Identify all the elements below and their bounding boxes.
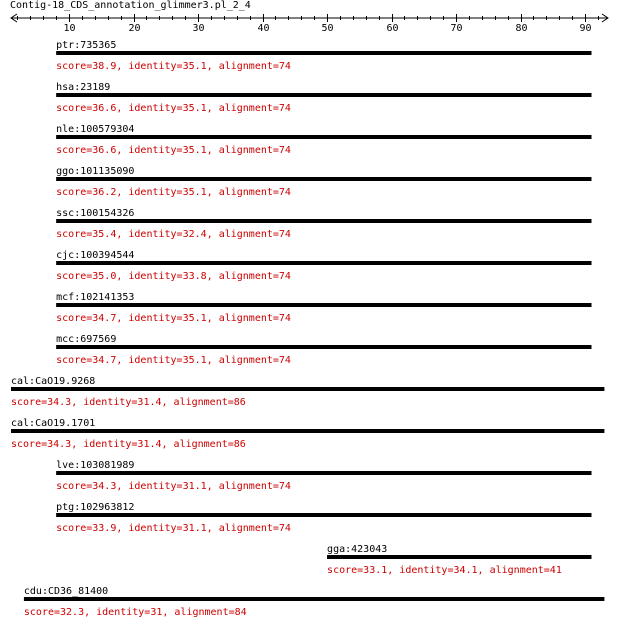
hit-alignment-bar	[56, 303, 591, 307]
hit-alignment-bar	[56, 135, 591, 139]
hit-alignment-bar	[327, 555, 591, 559]
axis-tick-label: 90	[579, 23, 592, 34]
axis-tick-label: 30	[192, 23, 205, 34]
hit-score-label: score=35.4, identity=32.4, alignment=74	[56, 229, 291, 240]
axis-tick-label: 20	[128, 23, 141, 34]
hit-alignment-bar	[24, 597, 605, 601]
hit-name-label: gga:423043	[327, 544, 388, 555]
hit-alignment-bar	[56, 93, 591, 97]
hit-alignment-bar	[56, 513, 591, 517]
hit-name-label: nle:100579304	[56, 124, 135, 135]
hit-score-label: score=35.0, identity=33.8, alignment=74	[56, 271, 291, 282]
axis-tick-label: 40	[257, 23, 270, 34]
hit-name-label: ggo:101135090	[56, 166, 135, 177]
hit-score-label: score=36.6, identity=35.1, alignment=74	[56, 103, 291, 114]
hit-alignment-bar	[56, 345, 591, 349]
axis-tick-label: 50	[321, 23, 334, 34]
hit-score-label: score=38.9, identity=35.1, alignment=74	[56, 61, 291, 72]
hit-score-label: score=34.3, identity=31.4, alignment=86	[11, 439, 246, 450]
hit-name-label: mcf:102141353	[56, 292, 135, 303]
axis-tick-label: 10	[63, 23, 76, 34]
hit-score-label: score=34.3, identity=31.4, alignment=86	[11, 397, 246, 408]
hit-name-label: cal:CaO19.9268	[11, 376, 96, 387]
axis-tick-label: 70	[450, 23, 463, 34]
page-title: Contig-18_CDS_annotation_glimmer3.pl_2_4	[10, 0, 251, 11]
hit-name-label: ptg:102963812	[56, 502, 135, 513]
hit-name-label: cjc:100394544	[56, 250, 135, 261]
hit-name-label: mcc:697569	[56, 334, 117, 345]
hit-alignment-bar	[56, 177, 591, 181]
axis-tick-label: 60	[386, 23, 399, 34]
hit-score-label: score=34.7, identity=35.1, alignment=74	[56, 355, 291, 366]
hit-alignment-bar	[11, 429, 604, 433]
hit-alignment-bar	[56, 471, 591, 475]
hit-score-label: score=34.7, identity=35.1, alignment=74	[56, 313, 291, 324]
hit-score-label: score=36.2, identity=35.1, alignment=74	[56, 187, 291, 198]
hit-score-label: score=34.3, identity=31.1, alignment=74	[56, 481, 291, 492]
hit-name-label: cal:CaO19.1701	[11, 418, 96, 429]
hit-name-label: cdu:CD36_81400	[23, 586, 109, 597]
axis-tick-label: 80	[515, 23, 528, 34]
hit-score-label: score=36.6, identity=35.1, alignment=74	[56, 145, 291, 156]
hit-score-label: score=33.1, identity=34.1, alignment=41	[327, 565, 562, 576]
hit-alignment-bar	[56, 261, 591, 265]
hit-name-label: lve:103081989	[56, 460, 135, 471]
hit-alignment-bar	[56, 219, 591, 223]
hit-alignment-bar	[56, 51, 591, 55]
hit-name-label: ptr:735365	[56, 40, 117, 51]
hit-name-label: ssc:100154326	[56, 208, 135, 219]
hit-score-label: score=32.3, identity=31, alignment=84	[23, 607, 247, 618]
hit-score-label: score=33.9, identity=31.1, alignment=74	[56, 523, 291, 534]
hit-name-label: hsa:23189	[56, 82, 111, 93]
hit-alignment-bar	[11, 387, 604, 391]
